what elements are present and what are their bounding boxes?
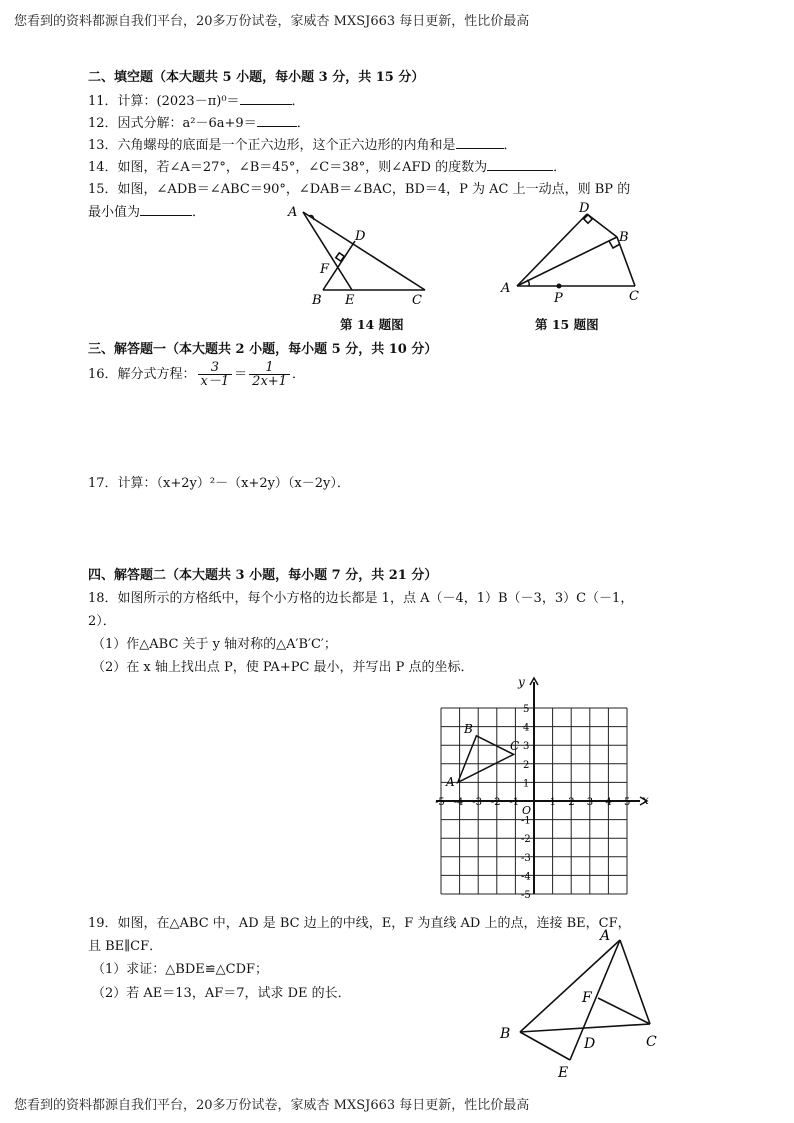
question-13-text: 13．六角螺母的底面是一个正六边形，这个正六边形的内角和是: [88, 138, 456, 153]
fig15-segment-AD: [517, 214, 587, 286]
grid-label-B: B: [464, 722, 473, 736]
top-banner: 您看到的资料都源自我们平台，20多万份试卷，家威杏 MXSJ663 每日更新，性比价最高: [14, 14, 530, 29]
q16-left-denominator: x－1: [200, 374, 230, 389]
question-15-end: ．: [192, 205, 206, 220]
question-18-part-2: （2）在 x 轴上找出点 P，使 PA+PC 最小，并写出 P 点的坐标．: [92, 660, 474, 675]
question-17: 17．计算：（x+2y）²－（x+2y）（x－2y）．: [88, 476, 350, 491]
fig14-label-F: F: [320, 262, 330, 277]
origin-label: O: [522, 804, 532, 817]
question-14-end: ．: [553, 160, 567, 175]
y-tick-label: -2: [521, 834, 531, 846]
fig15-label-D: D: [579, 201, 590, 216]
y-tick-label: -3: [521, 852, 531, 864]
fig14-label-E: E: [345, 293, 355, 308]
fig14-label-A: A: [288, 205, 298, 220]
x-tick-label: -1: [509, 797, 520, 808]
fig15-label-B: B: [619, 230, 629, 245]
y-tick-label: 2: [523, 759, 530, 771]
y-tick-label: 1: [523, 778, 530, 790]
question-14: [88, 156, 566, 175]
y-tick-label: 4: [523, 722, 530, 734]
question-11-end: ．: [291, 94, 305, 109]
fig14-label-D: D: [355, 229, 366, 244]
y-tick-label: -4: [521, 871, 531, 883]
question-13-end: ．: [503, 138, 517, 153]
x-tick-label: -5: [435, 797, 445, 808]
fig19-label-E: E: [558, 1065, 569, 1081]
answer-blank-14[interactable]: [487, 158, 553, 171]
question-18-line-2: 2）．: [88, 614, 116, 629]
question-18-part-1: （1）作△ABC 关于 y 轴对称的△A′B′C′；: [92, 637, 337, 652]
x-tick-label: -4: [453, 797, 464, 808]
question-12: [88, 112, 310, 131]
question-12-text: 12．因式分解：a²－6a+9＝: [88, 116, 257, 131]
y-tick-label: -1: [521, 815, 531, 827]
x-tick-label: 1: [549, 797, 556, 808]
answer-blank-13[interactable]: [456, 136, 504, 149]
x-tick-labels: [435, 797, 630, 808]
q16-equals: ＝: [234, 367, 248, 382]
fig19-label-B: B: [500, 1026, 511, 1042]
x-tick-label: 5: [624, 797, 631, 808]
question-15-line-1: 15．如图，∠ADB＝∠ABC＝90°，∠DAB＝∠BAC，BD＝4，P 为 AC 上一动点，则 BP 的: [88, 182, 631, 197]
figure-19: [492, 922, 672, 1082]
question-19-line-1: 19．如图，在△ABC 中，AD 是 BC 边上的中线，E，F 为直线 AD 上的点，连接 BE，CF，: [88, 916, 631, 931]
question-19-part-2: （2）若 AE＝13，AF＝7，试求 DE 的长．: [92, 986, 351, 1001]
question-15-text: 最小值为: [88, 205, 141, 220]
y-tick-label: 3: [523, 741, 530, 753]
section-4-title: 四、解答题二（本大题共 3 小题，每小题 7 分，共 21 分）: [88, 568, 438, 583]
fig19-segment-BE: [520, 1032, 570, 1060]
fig14-label-B: B: [312, 293, 322, 308]
fig14-label-C: C: [412, 293, 422, 308]
answer-blank-15[interactable]: [140, 203, 192, 216]
fig14-segment-AE: [303, 212, 352, 290]
grid-label-C: C: [510, 739, 520, 753]
section-2-title: 二、填空题（本大题共 5 小题，每小题 3 分，共 15 分）: [88, 70, 425, 85]
question-11: [88, 90, 305, 109]
fig15-label-A: A: [501, 281, 511, 296]
q16-left-numerator: 3: [198, 361, 233, 375]
q16-right-denominator: 2x+1: [252, 374, 287, 389]
coordinate-grid: [428, 676, 650, 898]
fig15-label-P: P: [554, 291, 563, 306]
answer-blank-12[interactable]: [257, 114, 297, 127]
fig19-segment-AB: [520, 940, 620, 1032]
figure-15-caption: 第 15 题图: [535, 317, 599, 332]
question-19-line-2: 且 BE∥CF．: [88, 939, 163, 954]
question-16: [88, 361, 305, 388]
q16-fraction-right: [249, 361, 290, 388]
bottom-banner: 您看到的资料都源自我们平台，20多万份试卷，家威杏 MXSJ663 每日更新，性比价最高: [14, 1098, 530, 1113]
section-3-title: 三、解答题一（本大题共 2 小题，每小题 5 分，共 10 分）: [88, 342, 438, 357]
question-19-part-1: （1）求证：△BDE≌△CDF；: [92, 962, 269, 977]
x-tick-label: -3: [472, 797, 482, 808]
triangle-ABC: [458, 736, 514, 783]
grid-label-A: A: [446, 775, 455, 789]
fig15-angle-A-mark: [527, 280, 529, 286]
fig15-point-P: [557, 284, 562, 289]
figure-15: [495, 196, 655, 308]
question-13: [88, 134, 517, 153]
fig15-segment-AB: [517, 237, 617, 286]
q16-fraction-left: [198, 361, 233, 388]
y-tick-label: -5: [521, 890, 531, 898]
fig19-label-A: A: [600, 928, 611, 944]
x-tick-label: 3: [586, 797, 594, 808]
fig19-label-F: F: [582, 990, 592, 1006]
question-15-line-2: [88, 201, 205, 220]
question-16-end: ．: [291, 367, 305, 382]
figure-14-caption: 第 14 题图: [340, 317, 404, 332]
question-11-text: 11．计算：(2023－π)⁰＝: [88, 94, 240, 109]
y-axis-label: y: [518, 676, 525, 689]
question-14-text: 14．如图，若∠A＝27°，∠B＝45°，∠C＝38°，则∠AFD 的度数为: [88, 160, 488, 175]
axes: [436, 682, 640, 894]
x-axis-label: x: [642, 793, 649, 807]
x-tick-label: -2: [490, 797, 501, 808]
question-12-end: ．: [296, 116, 310, 131]
x-tick-label: 2: [568, 797, 575, 808]
fig19-label-C: C: [646, 1034, 657, 1050]
answer-blank-11[interactable]: [240, 92, 292, 105]
figure-14: [285, 198, 445, 310]
q16-right-numerator: 1: [249, 361, 290, 375]
question-16-text: 16．解分式方程：: [88, 367, 196, 382]
fig15-label-C: C: [629, 289, 639, 304]
y-tick-label: 5: [523, 704, 530, 715]
fig14-segment-AC: [303, 212, 425, 290]
x-tick-label: 4: [605, 797, 612, 808]
fig19-label-D: D: [584, 1036, 596, 1052]
question-18-line-1: 18．如图所示的方格纸中，每个小方格的边长都是 1，点 A（－4，1）B（－3，3）C（－1，: [88, 591, 634, 606]
